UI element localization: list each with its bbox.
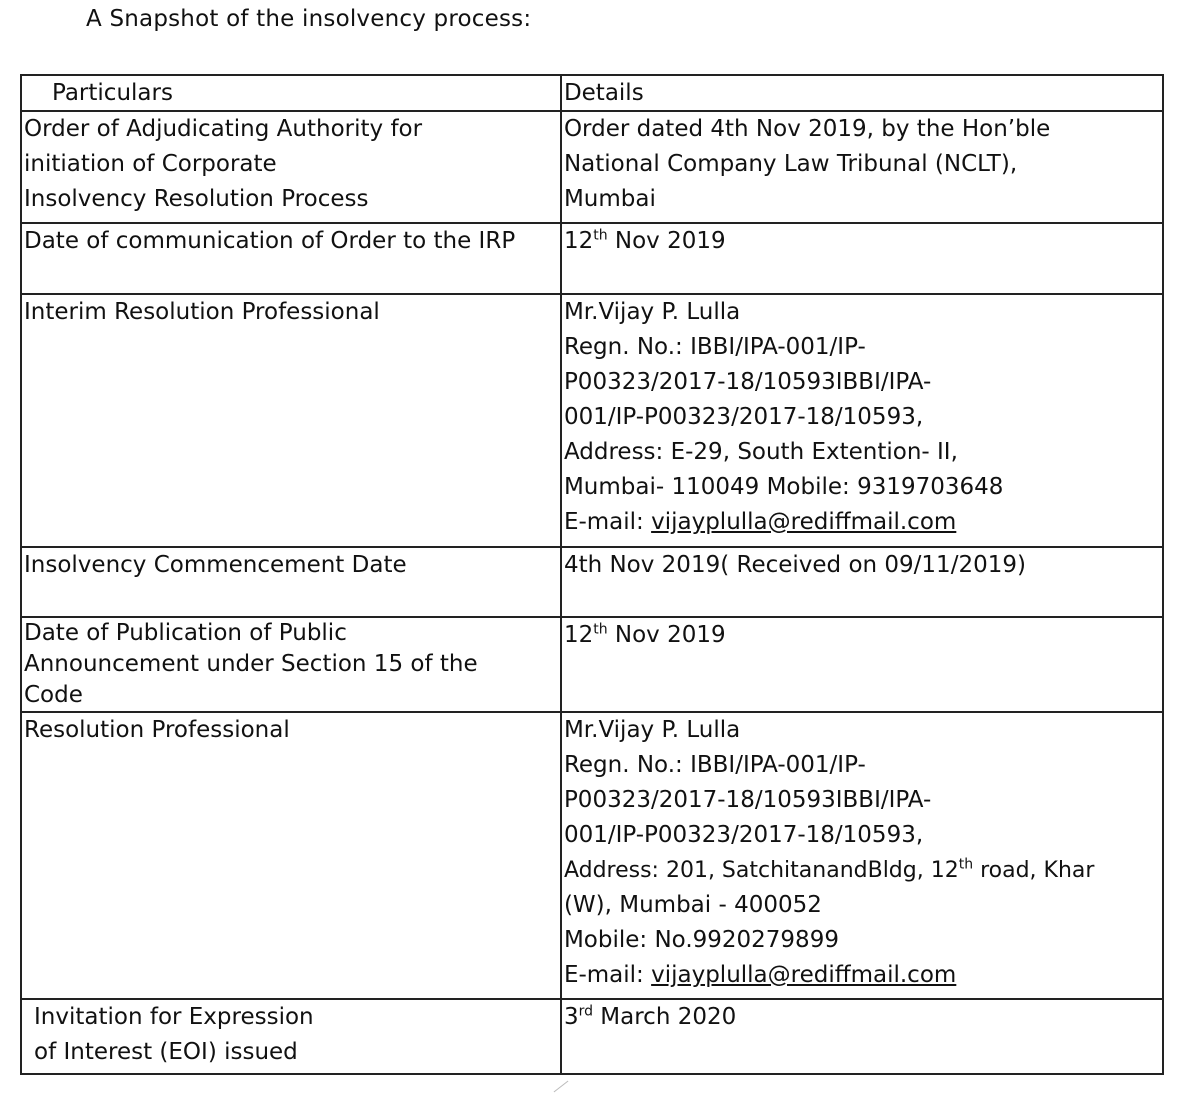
email-line (564, 958, 1160, 993)
cell-line: initiation of Corporate (24, 151, 277, 177)
particulars-cell (21, 617, 561, 712)
details-cell (561, 547, 1163, 617)
cell-line: (W), Mumbai - 400052 (563, 892, 822, 918)
date-suffix: rd (578, 1003, 593, 1020)
email-line (564, 505, 1160, 540)
table-row (21, 999, 1163, 1074)
date-day: 3 (563, 1004, 579, 1030)
particulars-cell (21, 712, 561, 999)
date-rest: Nov 2019 (607, 622, 726, 648)
date-suffix: th (593, 227, 608, 244)
address-line (564, 853, 1160, 888)
cell-line: P00323/2017-18/10593IBBI/IPA- (563, 369, 932, 395)
cell-line: Mr.Vijay P. Lulla (563, 717, 741, 743)
table-row (21, 547, 1163, 617)
cell-line: Order of Adjudicating Authority for (24, 116, 423, 142)
cell-line: 4th Nov 2019( Received on 09/11/2019) (563, 552, 1026, 578)
cell-line: Code (24, 682, 83, 708)
cell-line: Announcement under Section 15 of the (24, 651, 478, 677)
table-row (21, 111, 1163, 223)
date-value (564, 618, 1160, 653)
date-value (564, 1000, 1160, 1035)
date-rest: Nov 2019 (607, 228, 726, 254)
address-pre: Address: 201, SatchitanandBldg, 12 (563, 858, 959, 883)
cell-line: Mr.Vijay P. Lulla (563, 299, 741, 325)
page-heading: A Snapshot of the insolvency process: (86, 6, 532, 32)
table-header-row (21, 75, 1163, 111)
address-sup: th (958, 856, 974, 873)
cell-line: of Interest (EOI) issued (34, 1039, 298, 1065)
cell-line: Insolvency Commencement Date (24, 552, 407, 578)
particulars-cell (21, 111, 561, 223)
table-row (21, 712, 1163, 999)
email-label: E-mail: (563, 962, 652, 988)
cell-line: Date of Publication of Public (24, 620, 347, 646)
particulars-cell (21, 223, 561, 294)
cell-line: P00323/2017-18/10593IBBI/IPA- (563, 787, 932, 813)
date-day: 12 (563, 228, 594, 254)
cell-line: Interim Resolution Professional (24, 299, 380, 325)
table-row (21, 223, 1163, 294)
details-cell (561, 111, 1163, 223)
cell-line: Regn. No.: IBBI/IPA-001/IP- (563, 334, 866, 360)
details-cell (561, 617, 1163, 712)
cell-line: Order dated 4th Nov 2019, by the Hon’ble (563, 116, 1051, 142)
cell-line: Regn. No.: IBBI/IPA-001/IP- (563, 752, 866, 778)
details-cell (561, 999, 1163, 1074)
cell-line: Resolution Professional (24, 717, 290, 743)
cell-line: 001/IP-P00323/2017-18/10593, (563, 822, 924, 848)
cell-line: 001/IP-P00323/2017-18/10593, (563, 404, 924, 430)
header-details: Details (561, 75, 1163, 111)
details-cell (561, 223, 1163, 294)
stray-pen-mark (554, 1081, 569, 1093)
cell-line: National Company Law Tribunal (NCLT), (563, 151, 1018, 177)
cell-line: Mumbai- 110049 Mobile: 9319703648 (563, 474, 1004, 500)
details-cell (561, 712, 1163, 999)
particulars-cell (21, 294, 561, 547)
details-cell (561, 294, 1163, 547)
particulars-cell (21, 999, 561, 1074)
cell-line: Mobile: No.9920279899 (563, 927, 839, 953)
insolvency-snapshot-table (20, 74, 1164, 1075)
email-label: E-mail: (563, 509, 652, 535)
email-link[interactable]: vijayplulla@rediffmail.com (651, 509, 957, 535)
cell-line: Mumbai (563, 186, 656, 212)
date-value (564, 224, 1160, 259)
cell-line: Invitation for Expression (34, 1004, 314, 1030)
table-row (21, 294, 1163, 547)
email-link[interactable]: vijayplulla@rediffmail.com (651, 962, 957, 988)
cell-line: Insolvency Resolution Process (24, 186, 369, 212)
header-particulars: Particulars (21, 75, 561, 111)
date-rest: March 2020 (592, 1004, 737, 1030)
table-row (21, 617, 1163, 712)
address-post: road, Khar (973, 858, 1095, 883)
particulars-cell (21, 547, 561, 617)
cell-line: Address: E-29, South Extention- II, (563, 439, 958, 465)
cell-line: Date of communication of Order to the IRP (24, 228, 516, 254)
date-day: 12 (563, 622, 594, 648)
date-suffix: th (593, 621, 608, 638)
